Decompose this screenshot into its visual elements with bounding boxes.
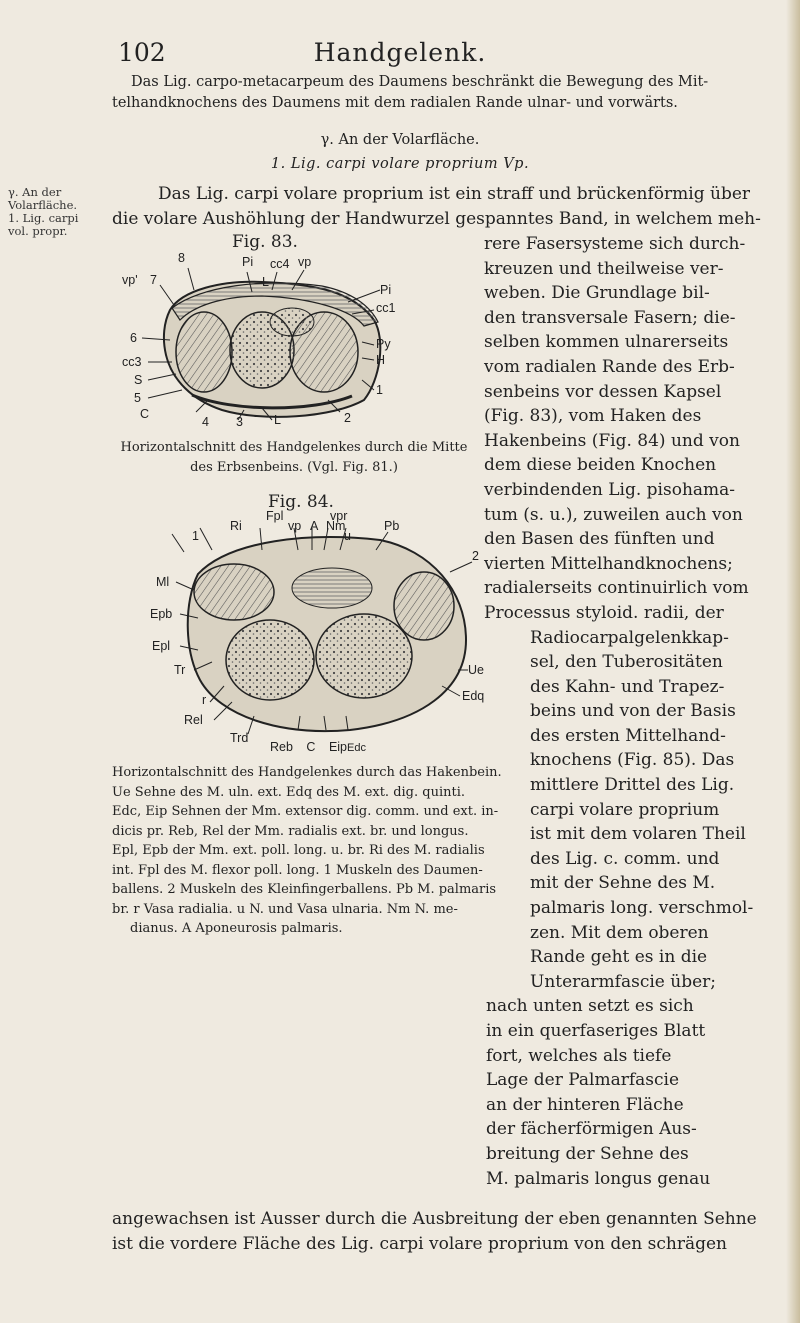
fig83-label-cc4: cc4 xyxy=(270,257,290,271)
caption-line: dicis pr. Reb, Rel der Mm. radialis ext. br. und longus. xyxy=(112,823,469,839)
text-line: palmaris long. verschmol- xyxy=(530,898,754,919)
fig84-tendons xyxy=(292,568,372,608)
text-line: beins und von der Basis xyxy=(530,701,736,722)
caption-line: dianus. A Aponeurosis palmaris. xyxy=(130,921,343,936)
fig84-label-ue: Ue xyxy=(468,663,484,677)
text-line: rere Fasersysteme sich durch- xyxy=(484,234,746,254)
text-line: nach unten setzt es sich xyxy=(486,996,694,1017)
caption-line: ballens. 2 Muskeln des Kleinfingerballens. Pb M. palmaris xyxy=(112,882,497,897)
fig83-illustration xyxy=(112,250,484,428)
text-line: kreuzen und theilweise ver- xyxy=(484,258,724,279)
subheading-text: 1. Lig. carpi volare proprium xyxy=(270,156,499,172)
fig84-label-ri: Ri xyxy=(230,519,242,533)
fig84-label-edq: Edq xyxy=(462,689,484,703)
fig84-label-fpl: Fpl xyxy=(266,510,284,523)
fig84-label-u: u xyxy=(344,529,351,543)
fig83-label-h: H xyxy=(376,353,386,367)
text-line: selben kommen ulnarerseits xyxy=(484,332,729,353)
fig83-label-s: S xyxy=(134,373,143,387)
fig83-tendons xyxy=(270,308,314,336)
fig83-label-c: C xyxy=(140,407,150,421)
text-line: Lage der Palmarfascie xyxy=(486,1070,680,1091)
fig84-label-reb: Reb xyxy=(270,740,293,754)
text-line: carpi volare proprium xyxy=(530,799,720,820)
caption-line: Ue Sehne des M. uln. ext. Edq des M. ext. dig. quinti. xyxy=(112,784,466,800)
fig83-label-l-top: L xyxy=(262,275,269,289)
fig84-title: Fig. 84. xyxy=(268,492,334,512)
fig84-label-a: A xyxy=(310,519,319,533)
text-line: ist mit dem volaren Theil xyxy=(530,824,746,845)
text-line: des Kahn- und Trapez- xyxy=(530,676,725,697)
text-line: Processus styloid. radii, der xyxy=(484,602,724,623)
text-line: verbindenden Lig. pisohama- xyxy=(484,479,736,500)
fig83-label-4: 4 xyxy=(202,415,209,428)
fig83-label-py: Py xyxy=(376,337,391,351)
fig84-illustration xyxy=(150,510,484,746)
fig83-label-cc1: cc1 xyxy=(376,301,396,315)
fig83-label-7: 7 xyxy=(150,273,157,287)
fig84-label-ml: Ml xyxy=(156,575,170,589)
text-line: dem diese beiden Knochen xyxy=(484,455,717,476)
text-line: Unterarmfascie über; xyxy=(530,971,716,992)
text-line: breitung der Sehne des xyxy=(486,1143,689,1164)
fig83-label-vp: vp xyxy=(298,255,312,269)
paragraph-line-2: die volare Aushöhlung der Handwurzel gespanntes Band, in welchem meh- xyxy=(112,209,761,229)
fig83-label-l-bottom: L xyxy=(274,413,281,427)
caption-line: Horizontalschnitt des Handgelenkes durch das Hakenbein. xyxy=(112,765,502,780)
page-number: 102 xyxy=(118,38,166,67)
text-line: weben. Die Grundlage bil- xyxy=(484,283,710,304)
fig84-thenar xyxy=(194,564,274,620)
fig84-label-epl: Epl xyxy=(152,639,171,653)
fig84-label-r: r xyxy=(202,693,207,707)
text-line: radialerseits continuirlich vom xyxy=(484,578,749,599)
text-line: senbeins vor dessen Kapsel xyxy=(484,381,722,402)
fig84-label-trd: Trd xyxy=(230,731,249,745)
text-line: Hakenbeins (Fig. 84) und von xyxy=(484,430,740,451)
fig83-label-6: 6 xyxy=(130,331,137,345)
fig83-caption: Horizontalschnitt des Handgelenkes durch die Mitte des Erbsenbeins. (Vgl. Fig. 81.) xyxy=(120,440,468,475)
fig84-label-tr: Tr xyxy=(174,663,186,677)
fig83-label-8: 8 xyxy=(178,251,185,265)
fig83-label-pl: Pi xyxy=(242,255,254,269)
text-line: an der hinteren Fläche xyxy=(486,1094,684,1115)
text-line: in ein querfaseriges Blatt xyxy=(486,1021,706,1041)
fig83-label-cc3: cc3 xyxy=(122,355,142,369)
fig84-label-eip: Eip xyxy=(328,740,348,754)
text-line: der fächerförmigen Aus- xyxy=(486,1119,697,1140)
fig84-label-2: 2 xyxy=(472,549,479,563)
fig84-label-1: 1 xyxy=(192,529,199,543)
text-line: fort, welches als tiefe xyxy=(486,1045,672,1066)
text-line: sel, den Tuberositäten xyxy=(530,652,723,673)
fig83-title: Fig. 83. xyxy=(232,232,298,252)
text-line: knochens (Fig. 85). Das xyxy=(530,750,735,771)
text-line: (Fig. 83), vom Haken des xyxy=(484,406,702,427)
margin-note-1: γ. An der xyxy=(8,185,62,199)
fig84-carpal-left xyxy=(226,620,314,700)
fig84-label-rel: Rel xyxy=(184,713,203,727)
text-line: mittlere Drittel des Lig. xyxy=(530,775,735,796)
fig84-label-vpr: vpr xyxy=(330,510,348,523)
text-line: Radiocarpalgelenkkap- xyxy=(530,627,729,648)
fig83-label-5: 5 xyxy=(134,391,141,405)
paragraph-line-1: Das Lig. carpi volare proprium ist ein straff und brückenförmig über xyxy=(158,184,751,204)
page-edge xyxy=(786,0,800,1323)
section-heading: γ. An der Volarfläche. xyxy=(320,132,480,148)
fig83-label-pi-right: Pi xyxy=(380,283,392,297)
text-line: tum (s. u.), zuweilen auch von xyxy=(484,504,743,525)
intro-line-2: telhandknochens des Daumens mit dem radialen Rande ulnar- und vorwärts. xyxy=(112,95,678,111)
text-line: M. palmaris longus genau xyxy=(486,1168,711,1189)
bottom-line-1: angewachsen ist Ausser durch die Ausbreitung der eben genannten Sehne xyxy=(112,1209,757,1229)
fig83-label-2: 2 xyxy=(344,411,351,425)
fig84-label-pb: Pb xyxy=(384,519,400,533)
text-line: Rande geht es in die xyxy=(530,947,708,968)
fig83-bone-left xyxy=(176,312,232,392)
text-line: des ersten Mittelhand- xyxy=(530,725,726,746)
fig84-carpal-right xyxy=(316,614,412,698)
text-line: des Lig. c. comm. und xyxy=(530,848,720,869)
fig83-label-vp-prime: vp' xyxy=(122,273,138,287)
section-subheading xyxy=(0,154,800,175)
fig84-label-edc: Edc xyxy=(347,742,366,754)
fig84-label-nm: Nm xyxy=(326,519,346,533)
fig84-hypothenar xyxy=(394,572,454,640)
caption-line: int. Fpl des M. flexor poll. long. 1 Muskeln des Daumen- xyxy=(112,862,483,878)
text-line: vierten Mittelhandknochens; xyxy=(484,553,733,574)
bottom-line-2: ist die vordere Fläche des Lig. carpi volare proprium von den schrägen xyxy=(112,1234,727,1254)
caption-line: Edc, Eip Sehnen der Mm. extensor dig. comm. und ext. in- xyxy=(112,804,499,819)
margin-note-3: 1. Lig. carpi xyxy=(8,211,79,225)
caption-line: br. r Vasa radialia. u N. und Vasa ulnaria. Nm N. me- xyxy=(112,901,458,917)
caption-line: Epl, Epb der Mm. ext. poll. long. u. br. Ri des M. radialis xyxy=(112,843,485,858)
subheading-abbr: Vp. xyxy=(503,156,530,172)
fig84-bottom-labels xyxy=(270,740,366,754)
right-text-column xyxy=(484,232,784,1191)
fig84-label-c: C xyxy=(306,740,316,754)
fig84-caption xyxy=(112,763,502,939)
running-title: Handgelenk. xyxy=(313,38,487,67)
fig83-label-1: 1 xyxy=(376,383,383,397)
text-line: mit der Sehne des M. xyxy=(530,873,716,894)
text-line: den Basen des fünften und xyxy=(484,529,715,550)
margin-note-2: Volarfläche. xyxy=(8,198,78,212)
fig83-label-3: 3 xyxy=(236,415,243,428)
fig84-label-epb: Epb xyxy=(150,607,173,621)
text-line: zen. Mit dem oberen xyxy=(530,922,709,943)
fig84-label-vp: vp xyxy=(288,519,302,533)
margin-note-4: vol. propr. xyxy=(8,224,68,238)
intro-line-1: Das Lig. carpo-metacarpeum des Daumens beschränkt die Bewegung des Mit- xyxy=(131,74,709,90)
text-line: vom radialen Rande des Erb- xyxy=(484,356,735,377)
text-line: den transversale Fasern; die- xyxy=(484,307,736,328)
